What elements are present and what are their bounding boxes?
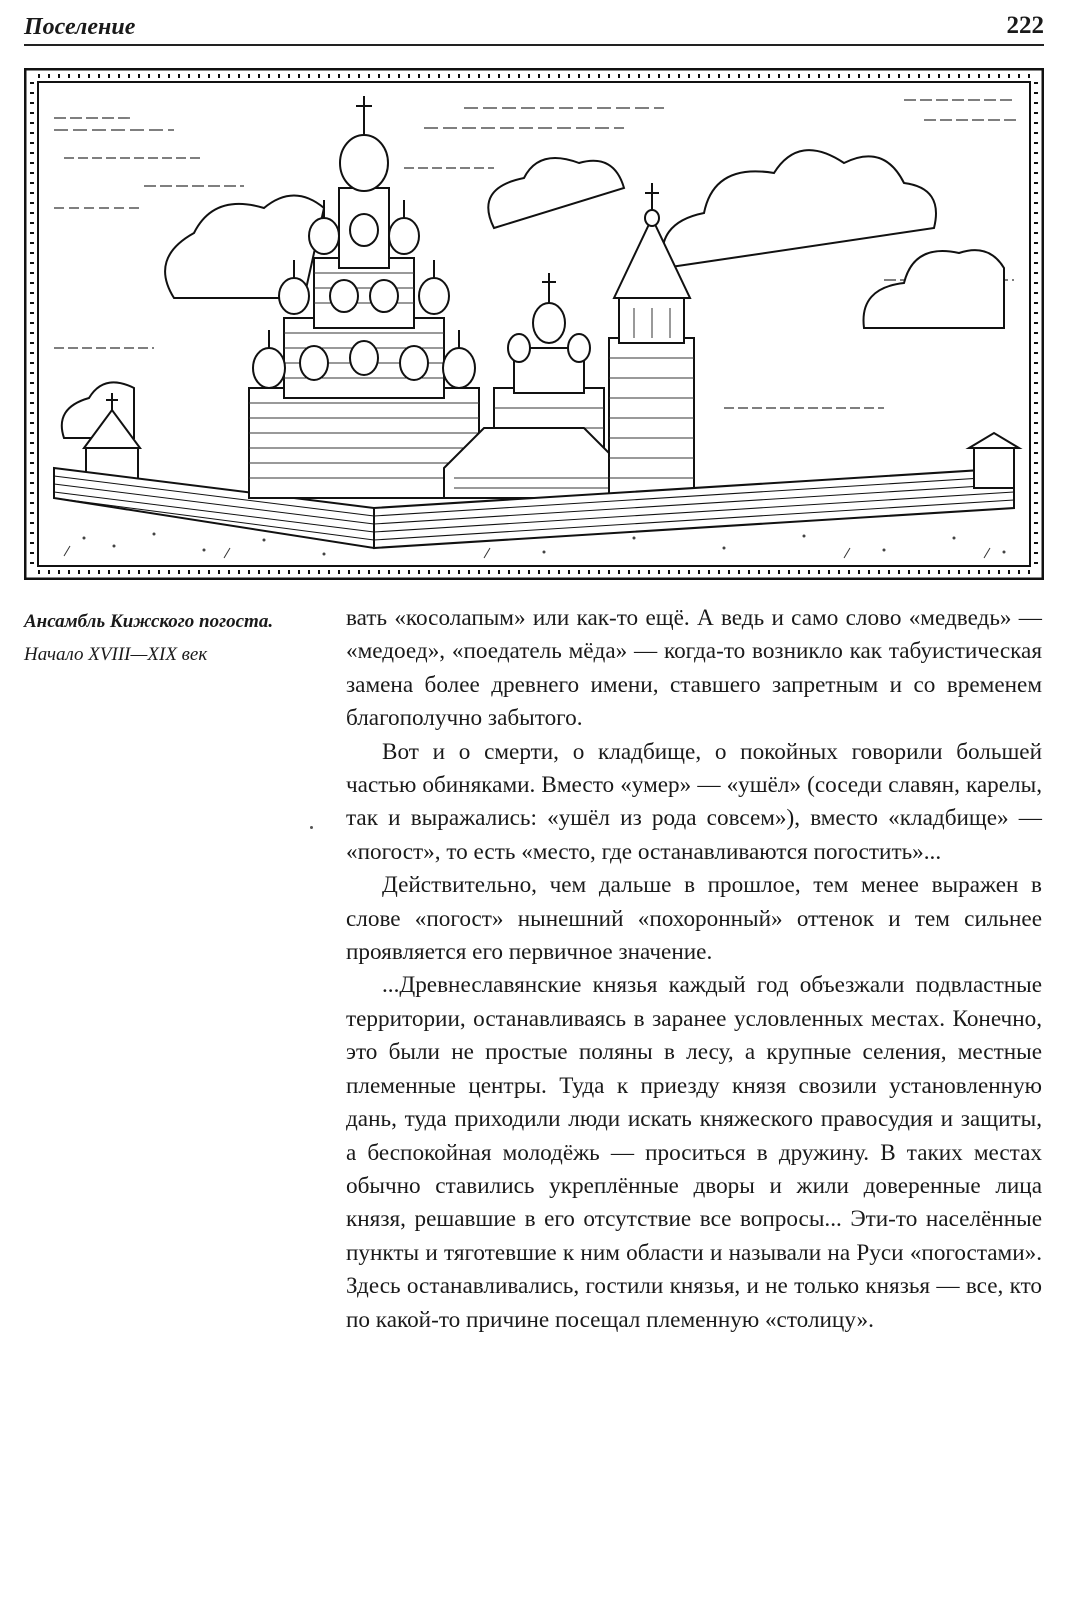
section-title: Поселение bbox=[24, 14, 136, 40]
running-header bbox=[24, 10, 1044, 46]
caption-date: Начало XVIII—XIX век bbox=[24, 644, 208, 665]
page-number: 222 bbox=[1006, 12, 1044, 39]
paragraph: Вот и о смерти, о кладбище, о покойных говорили большей частью обиняками. Вместо «умер» — «ушёл» (соседи славян, карелы, так и выражались: «ушёл из рода совсем»), вместо «кладбище» — «погост», то есть «место, где останавливаются погостить»... bbox=[346, 738, 1042, 865]
paragraph: ...Древнеславянские князья каждый год объезжали подвластные территории, останавливаясь в заранее условленных местах. Конечно, это были не простые поляны в лесу, а крупные селения, местные племенные центры. Туда к приезду князя свозили установленную дань, туда приходили люди искать княжеского правосудия и защиты, а беспокойная молодёжь — проситься в дружину. В таких местах обычно ставились укреплённые дворы и жили доверенные лица князя, решавшие в его отсутствие все вопросы... Эти-то населённые пункты и тяготевшие к ним области и называли на Руси «погостами». Здесь останавливались, гостили князья, и не только князья — все, кто по какой-то причине посещал племенную «столицу». bbox=[346, 972, 1042, 1333]
scan-speck bbox=[310, 826, 313, 829]
paragraph: вать «косолапым» или как-то ещё. А ведь и само слово «медведь» — «медоед», «поедатель мёда» — когда-то возникло как табуистическая замена более древнего имени, ставшего запретным и со временем благополучно забытого. bbox=[346, 605, 1042, 732]
body-text bbox=[346, 602, 1042, 1337]
kizhi-engraving bbox=[24, 68, 1044, 580]
caption-title: Ансамбль Кижского погоста. bbox=[24, 611, 274, 632]
paragraph: Действительно, чем дальше в прошлое, тем менее выражен в слове «погост» нынешний «похоронный» оттенок и тем сильнее проявляется его первичное значение. bbox=[346, 872, 1042, 966]
figure-caption bbox=[24, 608, 274, 670]
kizhi-engraving-drawing bbox=[24, 68, 1044, 580]
